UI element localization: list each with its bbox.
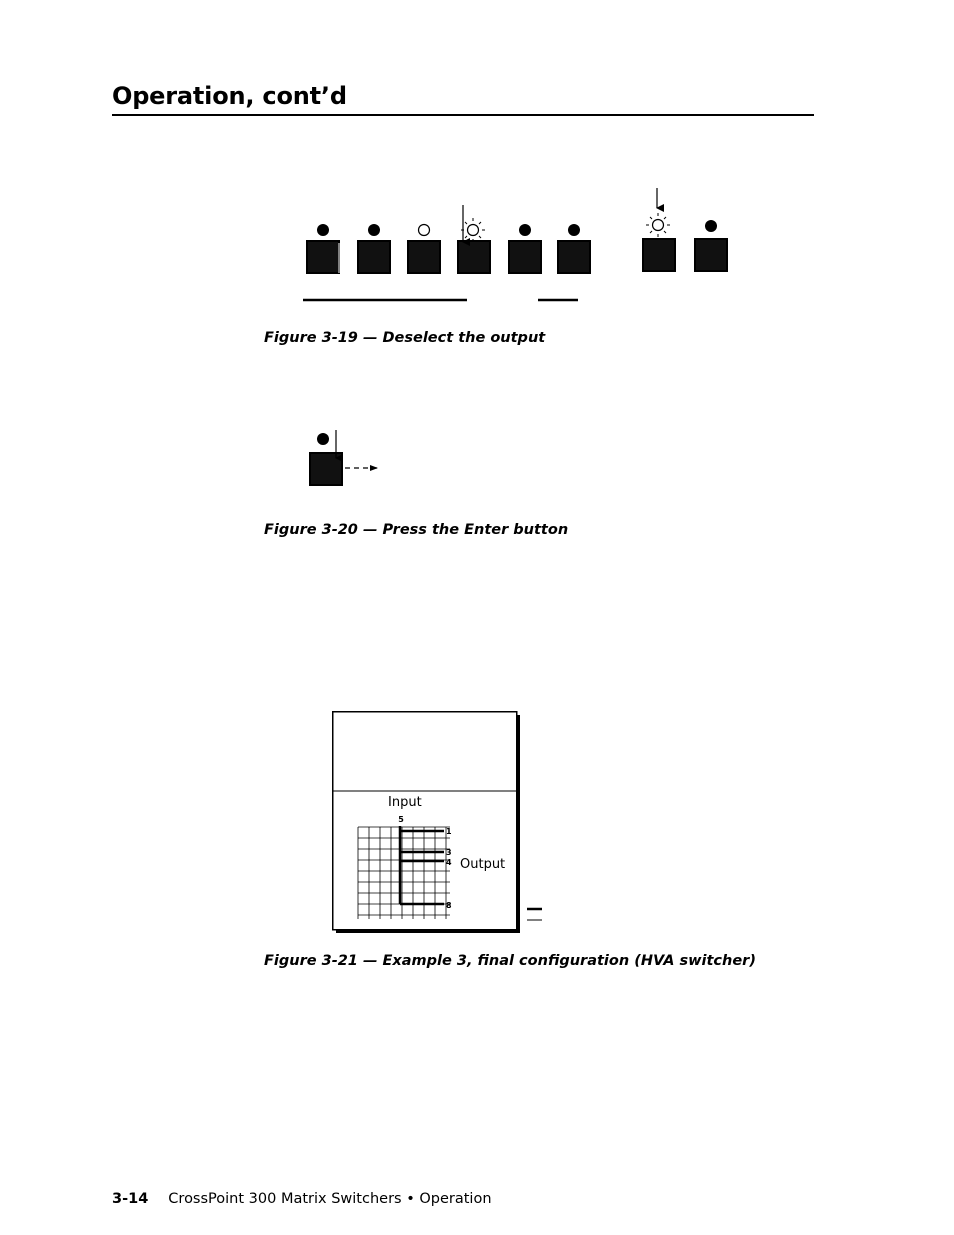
led-1-lit — [317, 224, 329, 236]
title-rule — [112, 114, 814, 116]
button-7[interactable] — [643, 239, 675, 271]
enter-button[interactable] — [310, 453, 342, 485]
input-label: Input — [388, 795, 422, 810]
button-6[interactable] — [558, 241, 590, 273]
figure-3-19-caption: Figure 3-19 — Deselect the output — [264, 330, 546, 346]
footer-text: CrossPoint 300 Matrix Switchers • Operation — [168, 1191, 492, 1207]
button-3[interactable] — [408, 241, 440, 273]
output-label: Output — [460, 857, 506, 872]
button-2[interactable] — [358, 241, 390, 273]
output-number-3: 3 — [446, 848, 452, 857]
led-6-lit — [568, 224, 580, 236]
led-4-blinking-icon — [461, 218, 485, 242]
figure-3-21-configuration-panel — [332, 711, 520, 933]
figure-3-20-caption: Figure 3-20 — Press the Enter button — [264, 522, 569, 538]
figure-3-20-enter-button — [300, 420, 390, 495]
output-number-1: 1 — [446, 827, 452, 836]
input-number: 5 — [398, 815, 404, 824]
figure-3-19-button-panel — [290, 180, 740, 315]
button-1[interactable] — [307, 241, 339, 273]
led-7-blinking-icon — [646, 213, 670, 237]
output-number-4: 4 — [446, 858, 452, 867]
button-5[interactable] — [509, 241, 541, 273]
figure-3-21-caption: Figure 3-21 — Example 3, final configuration (HVA switcher) — [264, 953, 756, 969]
page-footer — [112, 1191, 492, 1207]
led-3-off — [419, 225, 430, 236]
led-2-lit — [368, 224, 380, 236]
led-8-lit — [705, 220, 717, 232]
enter-led-lit — [317, 433, 329, 445]
page-title: Operation, cont’d — [112, 82, 347, 110]
led-5-lit — [519, 224, 531, 236]
page-number: 3-14 — [112, 1191, 149, 1207]
button-8[interactable] — [695, 239, 727, 271]
output-number-8: 8 — [446, 901, 452, 910]
button-4[interactable] — [458, 241, 490, 273]
panel-mark-icon — [526, 905, 544, 925]
